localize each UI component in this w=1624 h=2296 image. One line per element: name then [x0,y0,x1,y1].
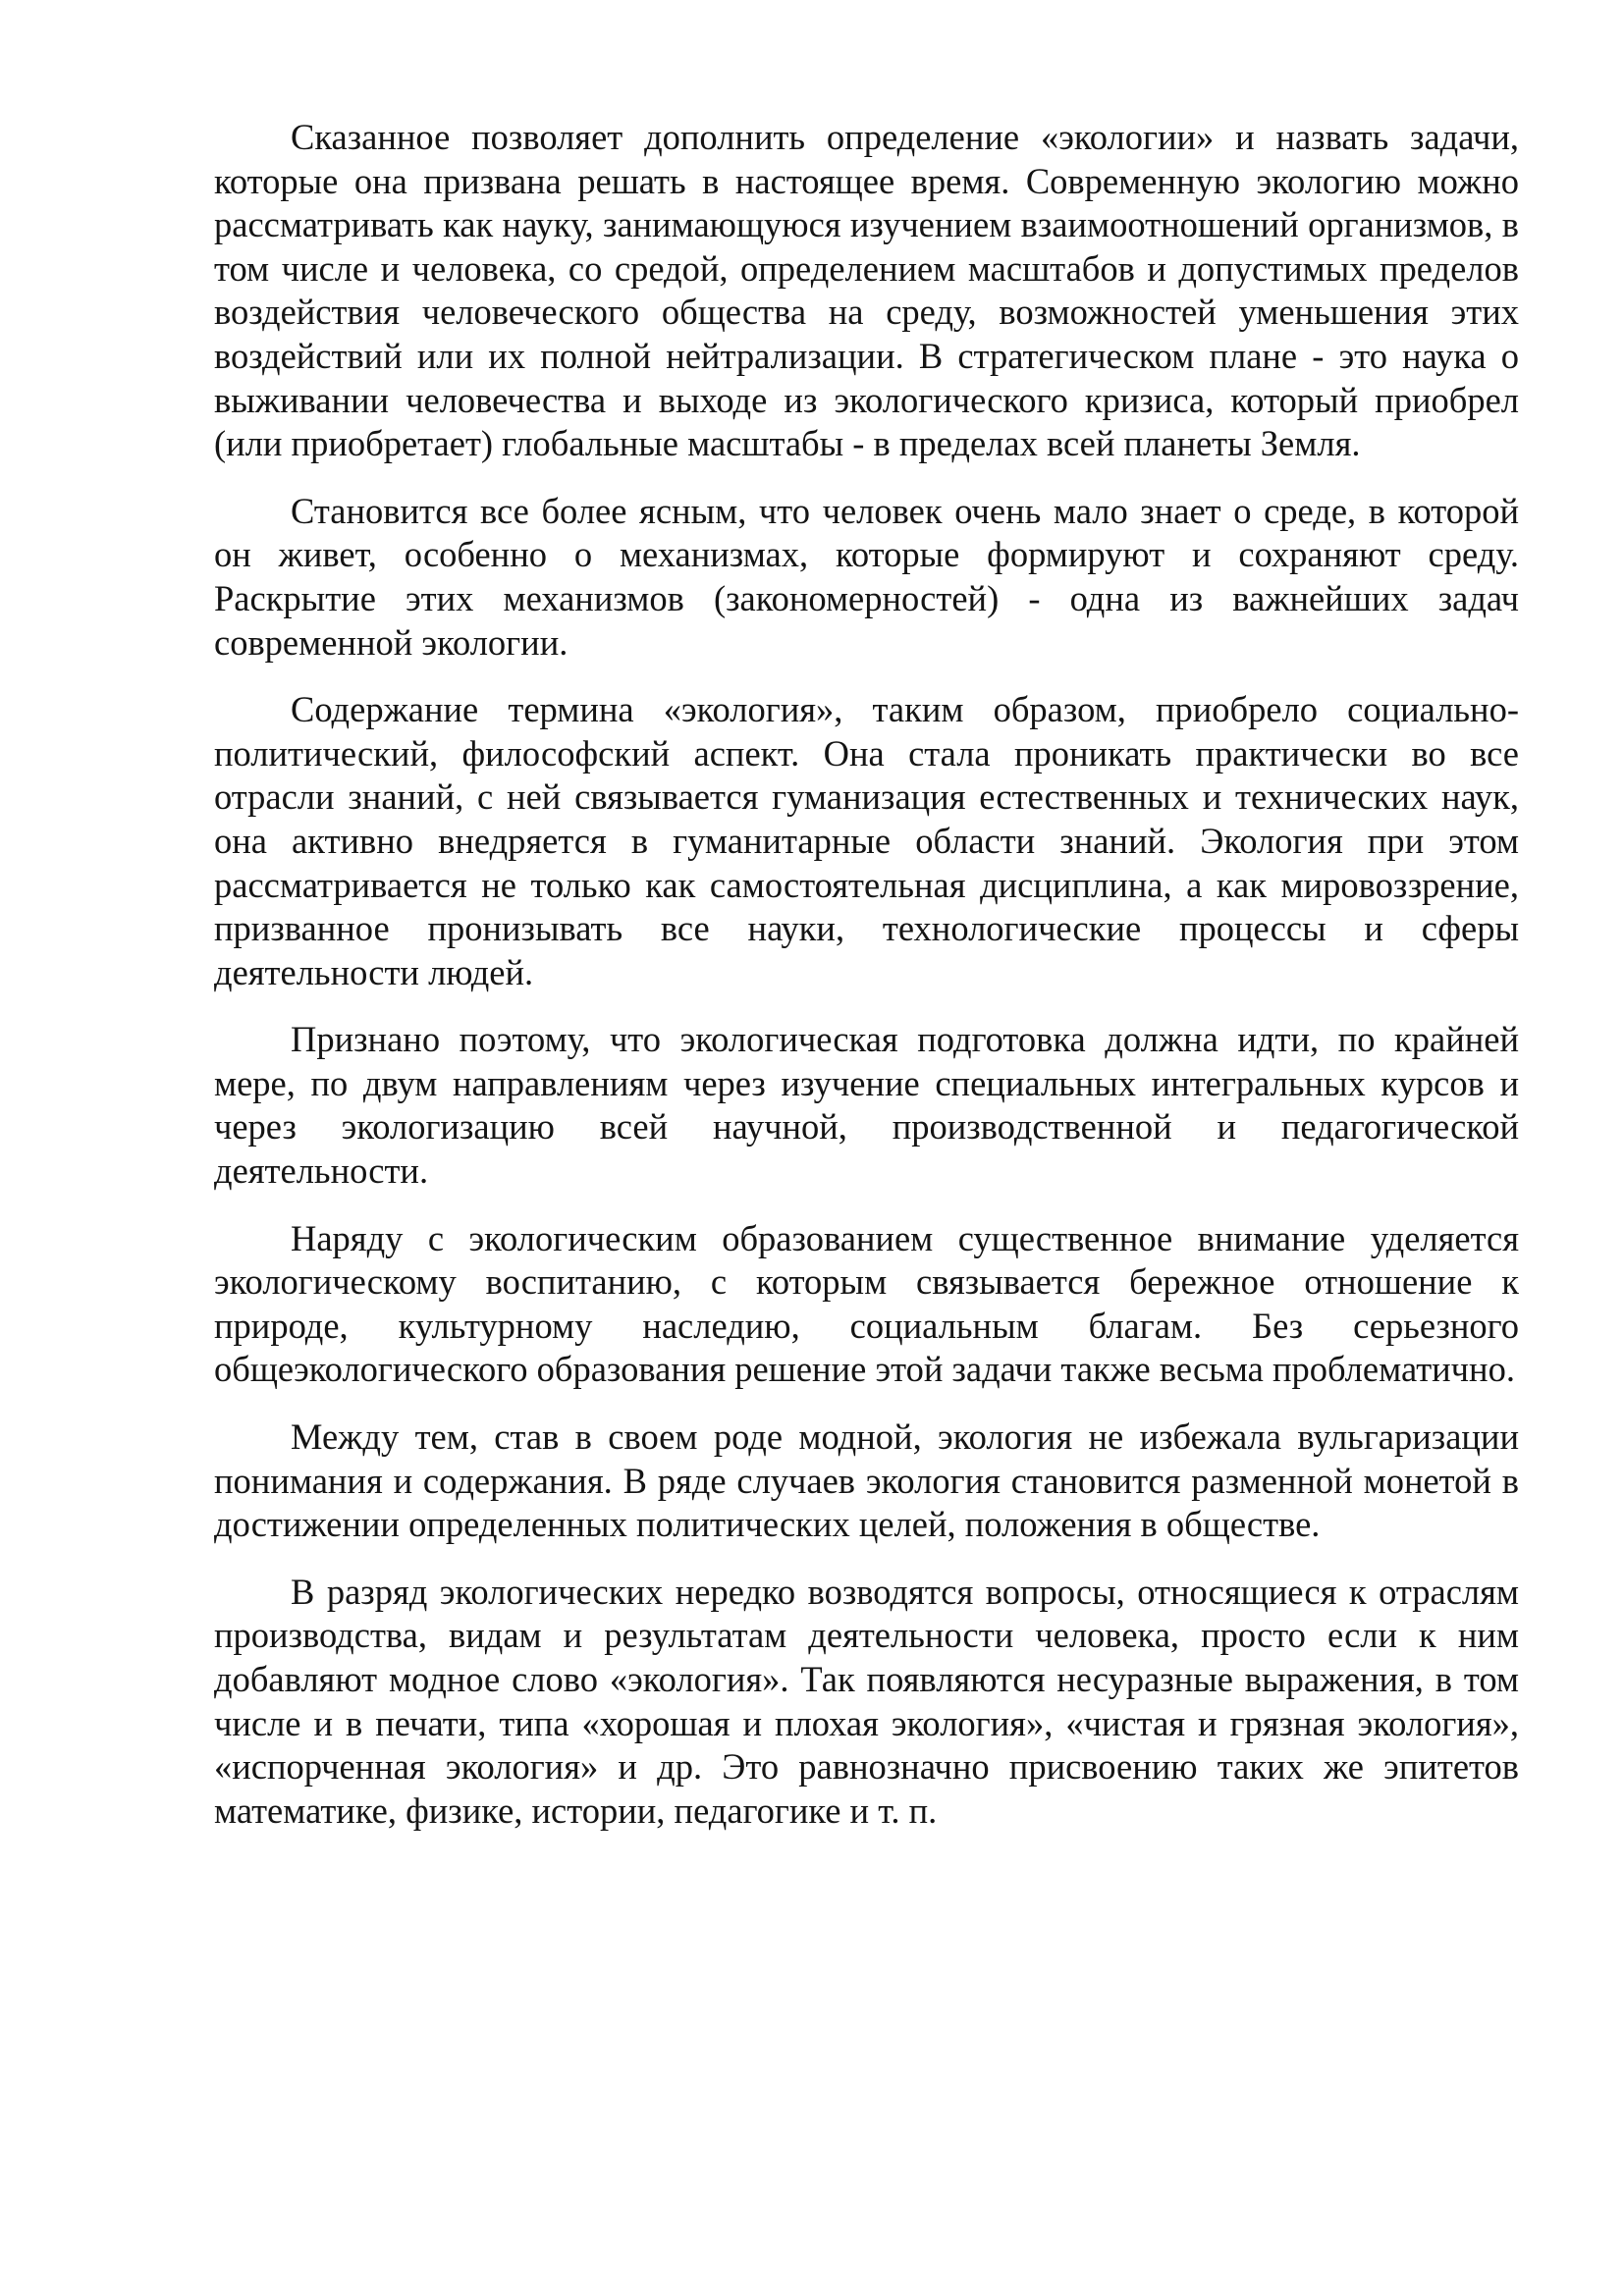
paragraph-ecological-upbringing: Наряду с экологическим образованием существенное внимание уделяется экологическому воспитанию, с которым связывается бережное отношение к природе, культурному наследию, социальным благам. Без серьезного общеэкологического образования решение этой задачи также весьма проблематично. [214,1217,1519,1390]
paragraph-environment-mechanisms: Становится все более ясным, что человек очень мало знает о среде, в которой он живет, особенно о механизмах, которые формируют и сохраняют среду. Раскрытие этих механизмов (закономерностей) - одна из важнейших задач современной экологии. [214,490,1519,663]
document-body [214,116,1519,1856]
paragraph-ecology-definition: Сказанное позволяет дополнить определение «экологии» и назвать задачи, которые она призвана решать в настоящее время. Современную экологию можно рассматривать как науку, занимающуюся изучением взаимоотношений организмов, в том числе и человека, со средой, определением масштабов и допустимых пределов воздействия человеческого общества на среду, возможностей уменьшения этих воздействий или их полной нейтрализации. В стратегическом плане - это наука о выживании человечества и выходе из экологического кризиса, который приобрел (или приобретает) глобальные масштабы - в пределах всей планеты Земля. [214,117,1519,464]
paragraph-absurd-expressions: В разряд экологических нередко возводятся вопросы, относящиеся к отраслям производства, видам и результатам деятельности человека, просто если к ним добавляют модное слово «экология». Так появляются несуразные выражения, в том числе и в печати, типа «хорошая и плохая экология», «чистая и грязная экология», «испорченная экология» и др. Это равнозначно присвоению таких же эпитетов математике, физике, истории, педагогике и т. п. [214,1571,1519,1831]
paragraph-vulgarization: Между тем, став в своем роде модной, экология не избежала вульгаризации понимания и содержания. В ряде случаев экология становится разменной монетой в достижении определенных политических целей, положения в обществе. [214,1416,1519,1545]
paragraph-ecological-training: Признано поэтому, что экологическая подготовка должна идти, по крайней мере, по двум направлениям через изучение специальных интегральных курсов и через экологизацию всей научной, производственной и педагогической деятельности. [214,1019,1519,1192]
paragraph-term-content: Содержание термина «экология», таким образом, приобрело социально-политический, философский аспект. Она стала проникать практически во все отрасли знаний, с ней связывается гуманизация естественных и технических наук, она активно внедряется в гуманитарные области знаний. Экология при этом рассматривается не только как самостоятельная дисциплина, а как мировоззрение, призванное пронизывать все науки, технологические процессы и сферы деятельности людей. [214,689,1519,992]
